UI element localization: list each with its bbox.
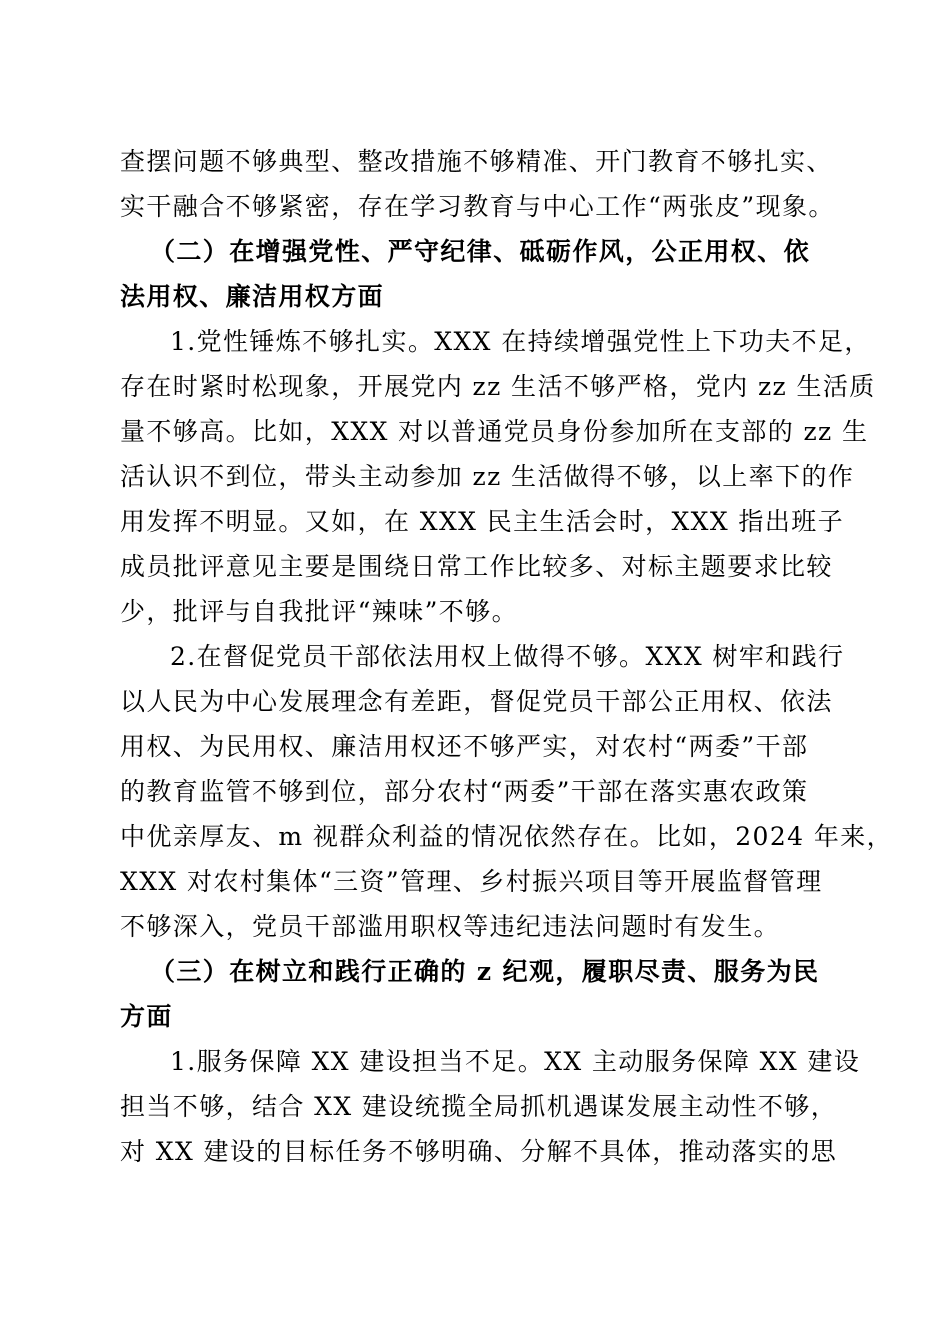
body-text-line: 活认识不到位，带头主动参加 zz 生活做得不够，以上率下的作	[120, 462, 855, 491]
body-text-line: 以人民为中心发展理念有差距，督促党员干部公正用权、依法	[120, 687, 833, 716]
body-text-line: XXX 对农村集体“三资”管理、乡村振兴项目等开展监督管理	[120, 867, 823, 896]
body-text-line: 成员批评意见主要是围绕日常工作比较多、对标主题要求比较	[120, 552, 833, 581]
body-text-line: 中优亲厚友、m 视群众利益的情况依然存在。比如，2024 年来，	[120, 822, 894, 851]
body-text-line: 1.党性锤炼不够扎实。XXX 在持续增强党性上下功夫不足，	[170, 327, 871, 356]
body-text-line: 用权、为民用权、廉洁用权还不够严实，对农村“两委”干部	[120, 732, 809, 761]
body-text-line: 用发挥不明显。又如，在 XXX 民主生活会时，XXX 指出班子	[120, 507, 845, 536]
section-heading-3-cont: 方面	[120, 1002, 173, 1031]
body-text-line: 少，批评与自我批评“辣味”不够。	[120, 597, 518, 626]
body-text-line: 不够深入，党员干部滥用职权等违纪违法问题时有发生。	[120, 912, 781, 941]
section-heading-2-cont: 法用权、廉洁用权方面	[120, 282, 385, 311]
body-text-line: 存在时紧时松现象，开展党内 zz 生活不够严格，党内 zz 生活质	[120, 372, 876, 401]
section-heading-3: （三）在树立和践行正确的 z 纪观，履职尽责、服务为民	[150, 957, 820, 986]
body-text-line: 量不够高。比如，XXX 对以普通党员身份参加所在支部的 zz 生	[120, 417, 869, 446]
body-text-line: 担当不够，结合 XX 建设统揽全局抓机遇谋发展主动性不够，	[120, 1092, 838, 1121]
body-text-line: 实干融合不够紧密，存在学习教育与中心工作“两张皮”现象。	[120, 192, 835, 221]
body-text-line: 1.服务保障 XX 建设担当不足。XX 主动服务保障 XX 建设	[170, 1047, 861, 1076]
section-heading-2: （二）在增强党性、严守纪律、砥砺作风，公正用权、依	[150, 237, 811, 266]
body-text-line: 2.在督促党员干部依法用权上做得不够。XXX 树牢和践行	[170, 642, 845, 671]
body-text-line: 的教育监管不够到位，部分农村“两委”干部在落实惠农政策	[120, 777, 809, 806]
body-text-line: 查摆问题不够典型、整改措施不够精准、开门教育不够扎实、	[120, 147, 833, 176]
body-text-line: 对 XX 建设的目标任务不够明确、分解不具体，推动落实的思	[120, 1137, 838, 1166]
